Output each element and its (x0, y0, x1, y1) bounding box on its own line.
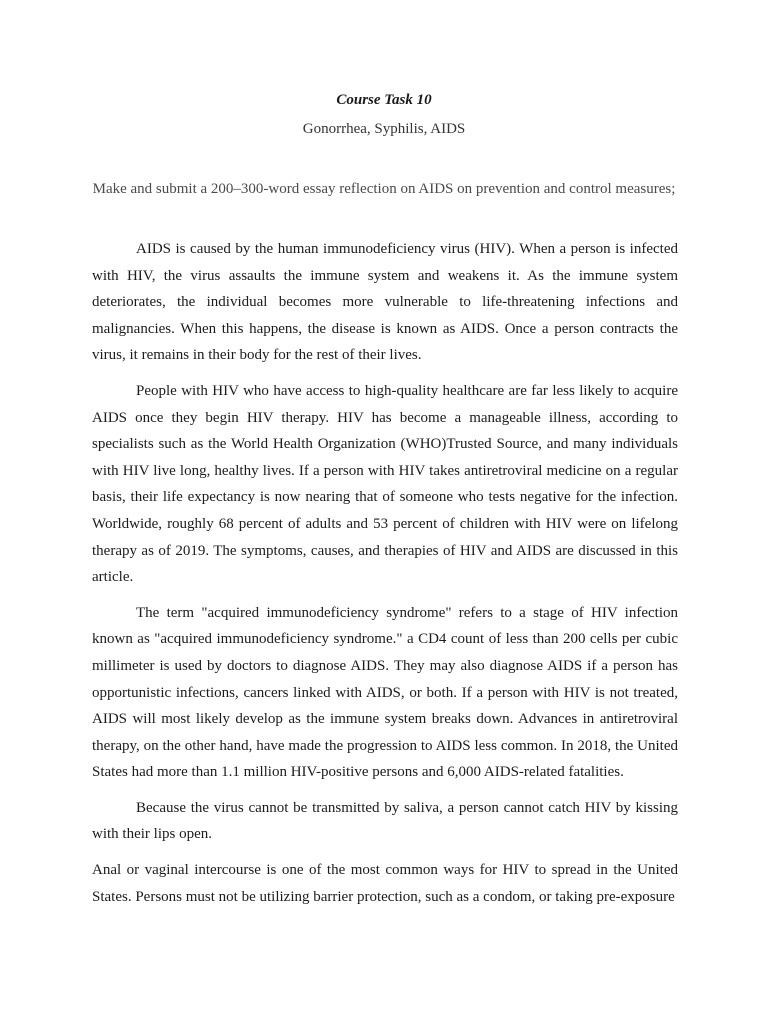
essay-paragraph-1: AIDS is caused by the human immunodeficiency virus (HIV). When a person is infected with HIV, the virus assaults the immune system and weakens it. As the immune system deteriorates, the individual becomes more vulnerable to life-threatening infections and malignancies. When this happens, the disease is known as AIDS. Once a person contracts the virus, it remains in their body for the rest of their lives. (92, 241, 678, 364)
essay-paragraph-5: Anal or vaginal intercourse is one of the most common ways for HIV to spread in the United States. Persons must not be utilizing barrier protection, such as a condom, or taking pre-exposure (92, 862, 678, 905)
essay-paragraph-2: People with HIV who have access to high-quality healthcare are far less likely to acquire AIDS once they begin HIV therapy. HIV has become a manageable illness, according to specialists such as the World Health Organization (WHO)Trusted Source, and many individuals with HIV live long, healthy lives. If a person with HIV takes antiretroviral medicine on a regular basis, their life expectancy is now nearing that of someone who tests negative for the infection. Worldwide, roughly 68 percent of adults and 53 percent of children with HIV were on lifelong therapy as of 2019. The symptoms, causes, and therapies of HIV and AIDS are discussed in this article. (92, 382, 678, 586)
essay-paragraph-3: The term "acquired immunodeficiency syndrome" refers to a stage of HIV infection known as "acquired immunodeficiency syndrome." a CD4 count of less than 200 cells per cubic millimeter is used by doctors to diagnose AIDS. They may also diagnose AIDS if a person has opportunistic infections, cancers linked with AIDS, or both. If a person with HIV is not treated, AIDS will most likely develop as the immune system breaks down. Advances in antiretroviral therapy, on the other hand, have made the progression to AIDS less common. In 2018, the United States had more than 1.1 million HIV-positive persons and 6,000 AIDS-related fatalities. (92, 604, 678, 781)
essay-body (92, 236, 678, 919)
essay-paragraph-4: Because the virus cannot be transmitted by saliva, a person cannot catch HIV by kissing with their lips open. (92, 799, 678, 843)
task-instruction: Make and submit a 200–300-word essay reflection on AIDS on prevention and control measures; (92, 181, 676, 197)
document-title: Course Task 10 (336, 92, 432, 108)
document-subtitle: Gonorrhea, Syphilis, AIDS (302, 121, 466, 137)
